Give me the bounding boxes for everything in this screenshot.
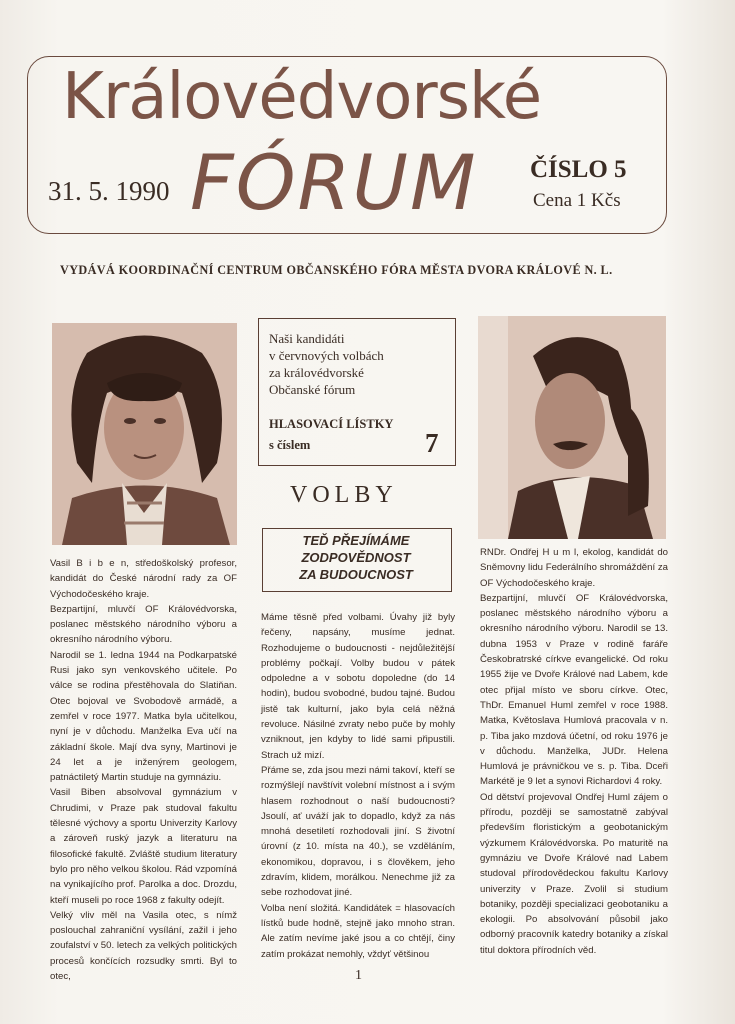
- subheading-text: [262, 532, 450, 583]
- publisher-line: VYDÁVÁ KOORDINAČNÍ CENTRUM OBČANSKÉHO FÓRA MĚSTA DVORA KRÁLOVÉ N. L.: [60, 263, 613, 277]
- paragraph: Bezpartijní, mluvčí OF Královédvorska, poslanec městského národního výboru a okresního národního výboru. Narodil se 13. dubna 1953 v Praze v rodině faráře Českobratrské církve evangelické. Od roku 1955 žije ve Dvoře Králové nad Labem, kde otec přijal místo ve sboru církve. Otec, ThDr. Emanuel Huml zemřel v roce 1988. Matka, Květoslava Humlová pracovala v n. p. Tiba jako mzdová účetní, od roku 1976 je v důchodu. Manželka, JUDr. Helena Humlová je právničkou ve s. p. Tiba. Dceři Markétě je 9 let a synovi Richardovi 4 roky.: [480, 592, 668, 788]
- candidates-line: za královédvorské: [269, 365, 364, 380]
- subheading-line: ZODPOVĚDNOST: [301, 550, 411, 565]
- ballot-number-label: s číslem: [269, 438, 311, 452]
- paragraph: Vasil B i b e n, středoškolský profesor, kandidát do České národní rady za OF Východočeského kraje.: [50, 558, 237, 600]
- paragraph: Máme těsně před volbami. Úvahy již byly řečeny, napsány, musíme jednat. Rozhodujeme o budoucnosti - nejdůležitější problémy počkají. Volby budou v pátek odpoledne a v sobotu dopoledne (do 14 hodin), budou svobodné, budou tajné. Budou jistě tak kulturní, jako byla celá něžná revoluce. Násilné zvraty nebo puče by mohly vzniknout, jen kdyby to lidé sami připustili. Strach už mizí.: [261, 612, 455, 761]
- candidates-line: Naši kandidáti: [269, 331, 345, 346]
- paragraph: Vasil Biben absolvoval gymnázium v Chrudimi, v Praze pak studoval fakultu tělesné výchovy a sportu Univerzity Karlovy a zároveň ruský jazyk a literaturu na filosofické fakultě. Zvláště studium literatury bylo pro něho velkou školou. Rád vzpomíná na vynikajícího prof. Parolka a doc. Drozdu, kteří museli po roce 1968 z fakulty odejít.: [50, 787, 237, 906]
- article-column-right: [480, 545, 668, 958]
- page-number: 1: [355, 968, 362, 983]
- issue-date: 31. 5. 1990: [48, 176, 170, 206]
- article-column-middle: [261, 610, 455, 962]
- portrait-image-left: [52, 323, 237, 545]
- issue-number: ČÍSLO 5: [530, 156, 627, 183]
- issue-price: Cena 1 Kčs: [533, 190, 621, 211]
- subheading-line: TEĎ PŘEJÍMÁME: [302, 533, 410, 548]
- paragraph: Přáme se, zda jsou mezi námi takoví, kteří se rozmýšlejí navštívit volební místnost a i svým hlasem rozhodnout o naší budoucnosti? Jsoulí, ať uváží jak to dopadlo, když za nás mnohá desetiletí rozhodovali jiní. S životní úrovní (z 10. místa na 40.), se vzděláním, ekonomikou, dopravou, i s člověkem, jeho zdravím, klidem, morálkou. Nenechme již za sebe rozhodovat jiné.: [261, 764, 455, 899]
- paragraph: RNDr. Ondřej H u m l, ekolog, kandidát do Sněmovny lidu Federálního shromáždění za OF Východočeského kraje.: [480, 547, 668, 589]
- candidate-photo-huml: [478, 316, 666, 539]
- paragraph: Volba není složitá. Kandidátek = hlasovacích lístků bude hodně, stejně jako mnoho stran. Ale zatím nevíme jaké jsou a co chtějí, činy zatím prokázat nemohly, vždyť většinou: [261, 902, 455, 960]
- paragraph: Velký vliv měl na Vasila otec, s nímž poslouchal zahraniční vysílání, zažil i jeho zoufalství v 50. letech za velkých politických procesů končících rozsudky smrti. Byl to otec,: [50, 909, 237, 983]
- ballot-info: [269, 414, 393, 456]
- paragraph: Narodil se 1. ledna 1944 na Podkarpatské Rusi jako syn venkovského učitele. Po válce se rodina přestěhovala do Slatiňan. Otec bojoval ve Svobodově armádě, a zemřel v roce 1977. Matka byla učitelkou, nyní je v důchodu. Manželka Eva učí na základní škole. Mají dva syny, Martinovi je 24 let a je inženýrem geologem, patnáctiletý Martin studuje na gymnáziu.: [50, 649, 237, 784]
- ballot-label: HLASOVACÍ LÍSTKY: [269, 417, 394, 431]
- candidate-photo-biben: [52, 323, 237, 545]
- ballot-number: 7: [425, 428, 439, 458]
- forum-logo-text: FÓRUM: [190, 138, 478, 227]
- paragraph: Od dětství projevoval Ondřej Huml zájem o přírodu, později se samostatně zabýval především floristickým a geobotanickým výzkumem Královédvorska. Po maturitě na gymnáziu ve Dvoře Králové nad Labem studoval přírodovědeckou fakultu Karlovy univerzity v Praze. Zvolil si studium botaniky, později specializaci geobotaniku a ekologii. Po absolvování působil jako odborný pracovník katedry botaniky a získal titul doktora přírodních věd.: [480, 791, 668, 956]
- article-column-left: [50, 556, 237, 984]
- candidates-box-text: [269, 330, 384, 398]
- subheading-line: ZA BUDOUCNOST: [299, 567, 413, 582]
- newspaper-title: Královédvorské: [62, 60, 542, 134]
- candidates-line: Občanské fórum: [269, 382, 356, 397]
- portrait-image-right: [478, 316, 666, 539]
- candidates-line: v červnových volbách: [269, 348, 384, 363]
- paragraph: Bezpartijní, mluvčí OF Královédvorska, poslanec městského národního výboru a okresního národního výboru.: [50, 603, 237, 646]
- forum-logo: [190, 138, 520, 246]
- section-heading-volby: VOLBY: [290, 482, 398, 508]
